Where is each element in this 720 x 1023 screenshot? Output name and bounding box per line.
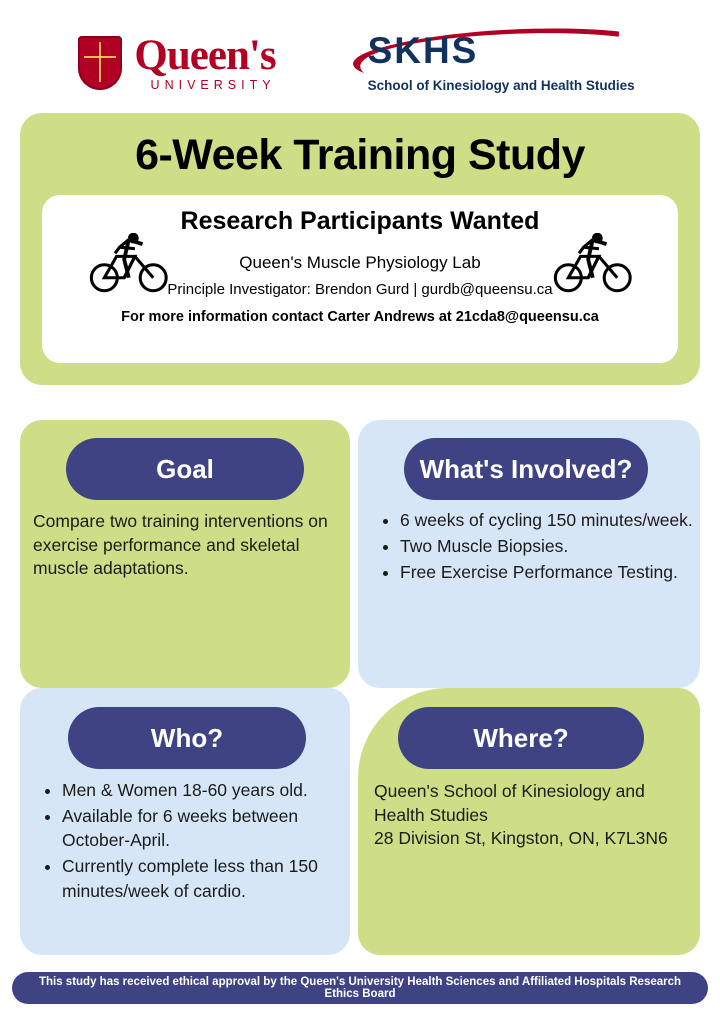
poster-title: 6-Week Training Study: [135, 131, 585, 179]
contact-info: For more information contact Carter Andrews at 21cda8@queensu.ca: [121, 309, 599, 325]
queens-wordmark: [134, 34, 275, 92]
ethics-footer: [12, 972, 708, 1004]
ethics-approval-text: This study has received ethical approval by the Queen's University Health Sciences and Affiliated Hospitals Research Ethics Board: [38, 976, 682, 1000]
involved-heading: What's Involved?: [404, 438, 648, 500]
where-line-1: Queen's School of Kinesiology and Health Studies: [374, 781, 645, 825]
who-list: [40, 778, 362, 905]
skhs-acronym: SKHS: [367, 30, 479, 71]
goal-text: Compare two training interventions on exercise performance and skeletal muscle adaptations.: [33, 511, 328, 579]
principal-investigator: Principle Investigator: Brendon Gurd | gurdb@queensu.ca: [167, 281, 553, 298]
goal-heading: Goal: [66, 438, 304, 500]
list-item: • 6 weeks of cycling 150 minutes/week.: [400, 508, 700, 532]
involved-list: [378, 508, 700, 586]
who-heading: Who?: [68, 707, 306, 769]
queens-university-logo: [78, 34, 275, 92]
poster-header: [0, 18, 720, 108]
skhs-logo: [322, 22, 642, 104]
list-item: • Two Muscle Biopsies.: [400, 534, 700, 558]
queens-subtitle: UNIVERSITY: [150, 78, 276, 93]
where-heading: Where?: [398, 707, 644, 769]
skhs-subtitle: School of Kinesiology and Health Studies: [367, 78, 635, 93]
title-banner: [20, 113, 700, 385]
list-item: • Available for 6 weeks between October-April.: [62, 804, 362, 852]
list-item: • Currently complete less than 150 minutes/week of cardio.: [62, 854, 362, 902]
participants-wanted-heading: Research Participants Wanted: [180, 207, 540, 235]
list-item: • Men & Women 18-60 years old.: [62, 778, 362, 802]
list-item: • Free Exercise Performance Testing.: [400, 560, 700, 584]
queens-crest-icon: [78, 36, 122, 90]
queens-name: Queen's: [134, 32, 276, 80]
recruitment-card: [42, 195, 678, 363]
lab-name: Queen's Muscle Physiology Lab: [239, 253, 481, 272]
where-line-2: 28 Division St, Kingston, ON, K7L3N6: [374, 828, 668, 849]
where-address: [374, 780, 690, 851]
